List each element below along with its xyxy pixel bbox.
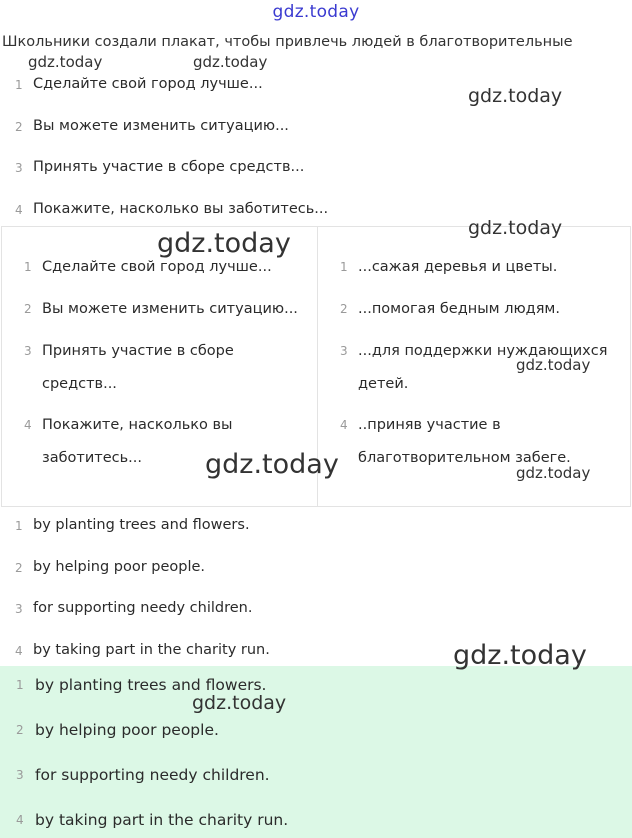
watermark: gdz.today (205, 449, 339, 480)
item-text: Покажите, насколько вы заботитесь... (33, 201, 329, 217)
watermark: gdz.today (468, 217, 563, 239)
item-text: Вы можете изменить ситуацию... (33, 118, 289, 134)
exercise-intro: Школьники создали плакат, чтобы привлечь людей в благотворительные (2, 34, 573, 50)
watermark: gdz.today (157, 228, 291, 259)
item-text: by helping poor people. (33, 559, 206, 575)
cell-text: Вы можете изменить ситуацию... (42, 301, 298, 317)
item-text: for supporting needy children. (33, 600, 253, 616)
cell-text: Сделайте свой город лучше... (42, 259, 272, 275)
cell-text-continued: детей. (358, 376, 409, 392)
item-number: 2 (15, 561, 23, 575)
cell-number: 3 (340, 344, 348, 358)
item-number: 3 (16, 768, 24, 782)
watermark: gdz.today (516, 464, 591, 482)
cell-text: ...помогая бедным людям. (358, 301, 560, 317)
cell-text: Принять участие в сборе (42, 343, 234, 359)
watermark: gdz.today (28, 53, 103, 71)
item-text: Принять участие в сборе средств... (33, 159, 305, 175)
cell-text: ...для поддержки нуждающихся (358, 343, 608, 359)
cell-text-continued: средств... (42, 376, 117, 392)
item-number: 2 (16, 723, 24, 737)
item-number: 3 (15, 161, 23, 175)
cell-text-continued: благотворительном забеге. (358, 450, 571, 466)
cell-text: ...сажая деревья и цветы. (358, 259, 558, 275)
cell-text: Покажите, насколько вы (42, 417, 233, 433)
cell-number: 4 (340, 418, 348, 432)
watermark: gdz.today (453, 640, 587, 671)
cell-text: ..приняв участие в (358, 417, 501, 433)
cell-number: 1 (24, 260, 32, 274)
item-text: for supporting needy children. (35, 766, 270, 784)
item-number: 4 (15, 644, 23, 658)
item-number: 1 (15, 78, 23, 92)
item-text: by taking part in the charity run. (33, 642, 270, 658)
cell-number: 2 (340, 302, 348, 316)
item-number: 4 (16, 813, 24, 827)
item-text: by planting trees and flowers. (33, 517, 250, 533)
answer-block (0, 666, 632, 838)
item-number: 4 (15, 203, 23, 217)
table-cell (2, 335, 316, 401)
cell-number: 2 (24, 302, 32, 316)
item-number: 3 (15, 602, 23, 616)
cell-number: 1 (340, 260, 348, 274)
watermark: gdz.today (193, 53, 268, 71)
item-number: 1 (15, 519, 23, 533)
item-text: Сделайте свой город лучше... (33, 76, 263, 92)
cell-text-continued: заботитесь... (42, 450, 142, 466)
item-text: by taking part in the charity run. (35, 811, 289, 829)
site-logo-mark: gdz.today (272, 2, 360, 22)
watermark: gdz.today (516, 356, 591, 374)
watermark: gdz.today (192, 692, 287, 714)
item-number: 2 (15, 120, 23, 134)
item-number: 1 (16, 678, 24, 692)
cell-number: 4 (24, 418, 32, 432)
watermark: gdz.today (468, 85, 563, 107)
item-text: by helping poor people. (35, 721, 219, 739)
cell-number: 3 (24, 344, 32, 358)
item-text: by planting trees and flowers. (35, 676, 267, 694)
